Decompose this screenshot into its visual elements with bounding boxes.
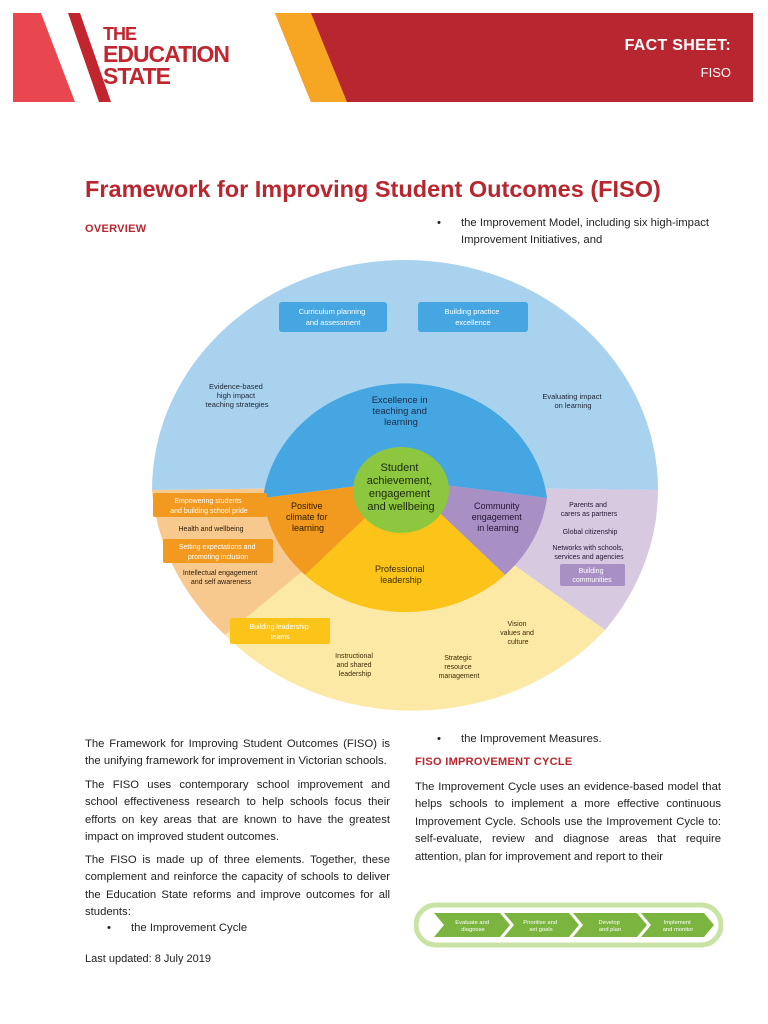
health-wellbeing-label: Health and wellbeing [178, 526, 244, 533]
intellectual-engagement-label: Intellectual engagement and self awareness [182, 570, 258, 586]
overview-paragraph-2: The FISO uses contemporary school improvement and school effectiveness research to help schools focus their efforts on key areas that are known to have the greatest impact on improved student outcomes. [85, 779, 390, 844]
header-banner [13, 13, 753, 102]
building-communities-label: Building communities [572, 568, 612, 584]
logo-text-the: THE [103, 24, 136, 44]
cycle-step-1-label: Evaluate and diagnose [455, 920, 490, 933]
parents-carers-label: Parents and carers as partners [560, 502, 618, 518]
improvement-cycle-heading: FISO IMPROVEMENT CYCLE [415, 756, 573, 768]
fact-sheet-topic: FISO [700, 65, 731, 80]
bullet-dot: • [107, 922, 111, 934]
page-title: Framework for Improving Student Outcomes (FISO) [85, 176, 661, 202]
bullet-text: the Improvement Cycle [131, 922, 248, 934]
curriculum-label: Curriculum planning and assessment [298, 307, 366, 327]
fact-sheet-label: FACT SHEET: [624, 37, 731, 54]
fiso-wheel-diagram [145, 250, 665, 730]
bullet-dot: • [437, 217, 441, 229]
community-engagement-label: Community engagement in learning [471, 501, 522, 533]
cycle-step-2-label: Prioritise and set goals [523, 920, 558, 933]
improvement-cycle-paragraph: The Improvement Cycle uses an evidence-based model that helps schools to implement a more effective continuous Improvement Cycle. Schools use the Improvement Cycle to: self-evaluate, review and diagnose areas that require attention, plan for improvement and report to their [415, 781, 721, 863]
global-citizenship-label: Global citizenship [562, 529, 618, 536]
overview-heading: OVERVIEW [85, 223, 147, 235]
last-updated: Last updated: 8 July 2019 [85, 953, 211, 965]
center-label: Student achievement, engagement and wellbeing [366, 462, 435, 513]
cycle-step-3-label: Develop and plan [598, 920, 622, 933]
bullet-text: the Improvement Measures. [461, 733, 602, 745]
logo-text-education: EDUCATION [103, 41, 230, 67]
evaluating-impact-label: Evaluating impact on learning [542, 392, 602, 410]
evidence-based-label: Evidence-based high impact teaching strategies [205, 382, 269, 409]
building-leadership-label: Building leadership teams [249, 624, 309, 641]
overview-paragraph-3: The FISO is made up of three elements. Together, these complement and reinforce the capacity of schools to deliver the Education State reforms and improve outcomes for all students: [85, 854, 390, 919]
strategic-resource-label: Strategic resource management [438, 655, 480, 680]
networks-label: Networks with schools, services and agencies [552, 545, 624, 561]
bullet-text: the Improvement Model, including six high-impact Improvement Initiatives, and [461, 217, 710, 247]
positive-climate-label: Positive climate for learning [285, 501, 328, 533]
improvement-cycle-graphic [414, 902, 723, 948]
instructional-leadership-label: Instructional and shared leadership [335, 653, 373, 678]
logo-text-state: STATE [103, 63, 170, 89]
setting-expectations-label: Setting expectations and promoting inclusion [178, 544, 256, 561]
vision-values-label: Vision values and culture [500, 621, 534, 646]
cycle-step-4-label: Implement and monitor [662, 920, 694, 933]
building-practice-label: Building practice excellence [444, 307, 500, 327]
empowering-label: Empowering students and building school pride [170, 498, 248, 515]
excellence-label: Excellence in teaching and learning [371, 395, 428, 428]
overview-paragraph-1: The Framework for Improving Student Outcomes (FISO) is the unifying framework for improvement in Victorian schools. [85, 738, 390, 768]
bullet-dot: • [437, 733, 441, 745]
professional-leadership-label: Professional leadership [374, 564, 425, 585]
